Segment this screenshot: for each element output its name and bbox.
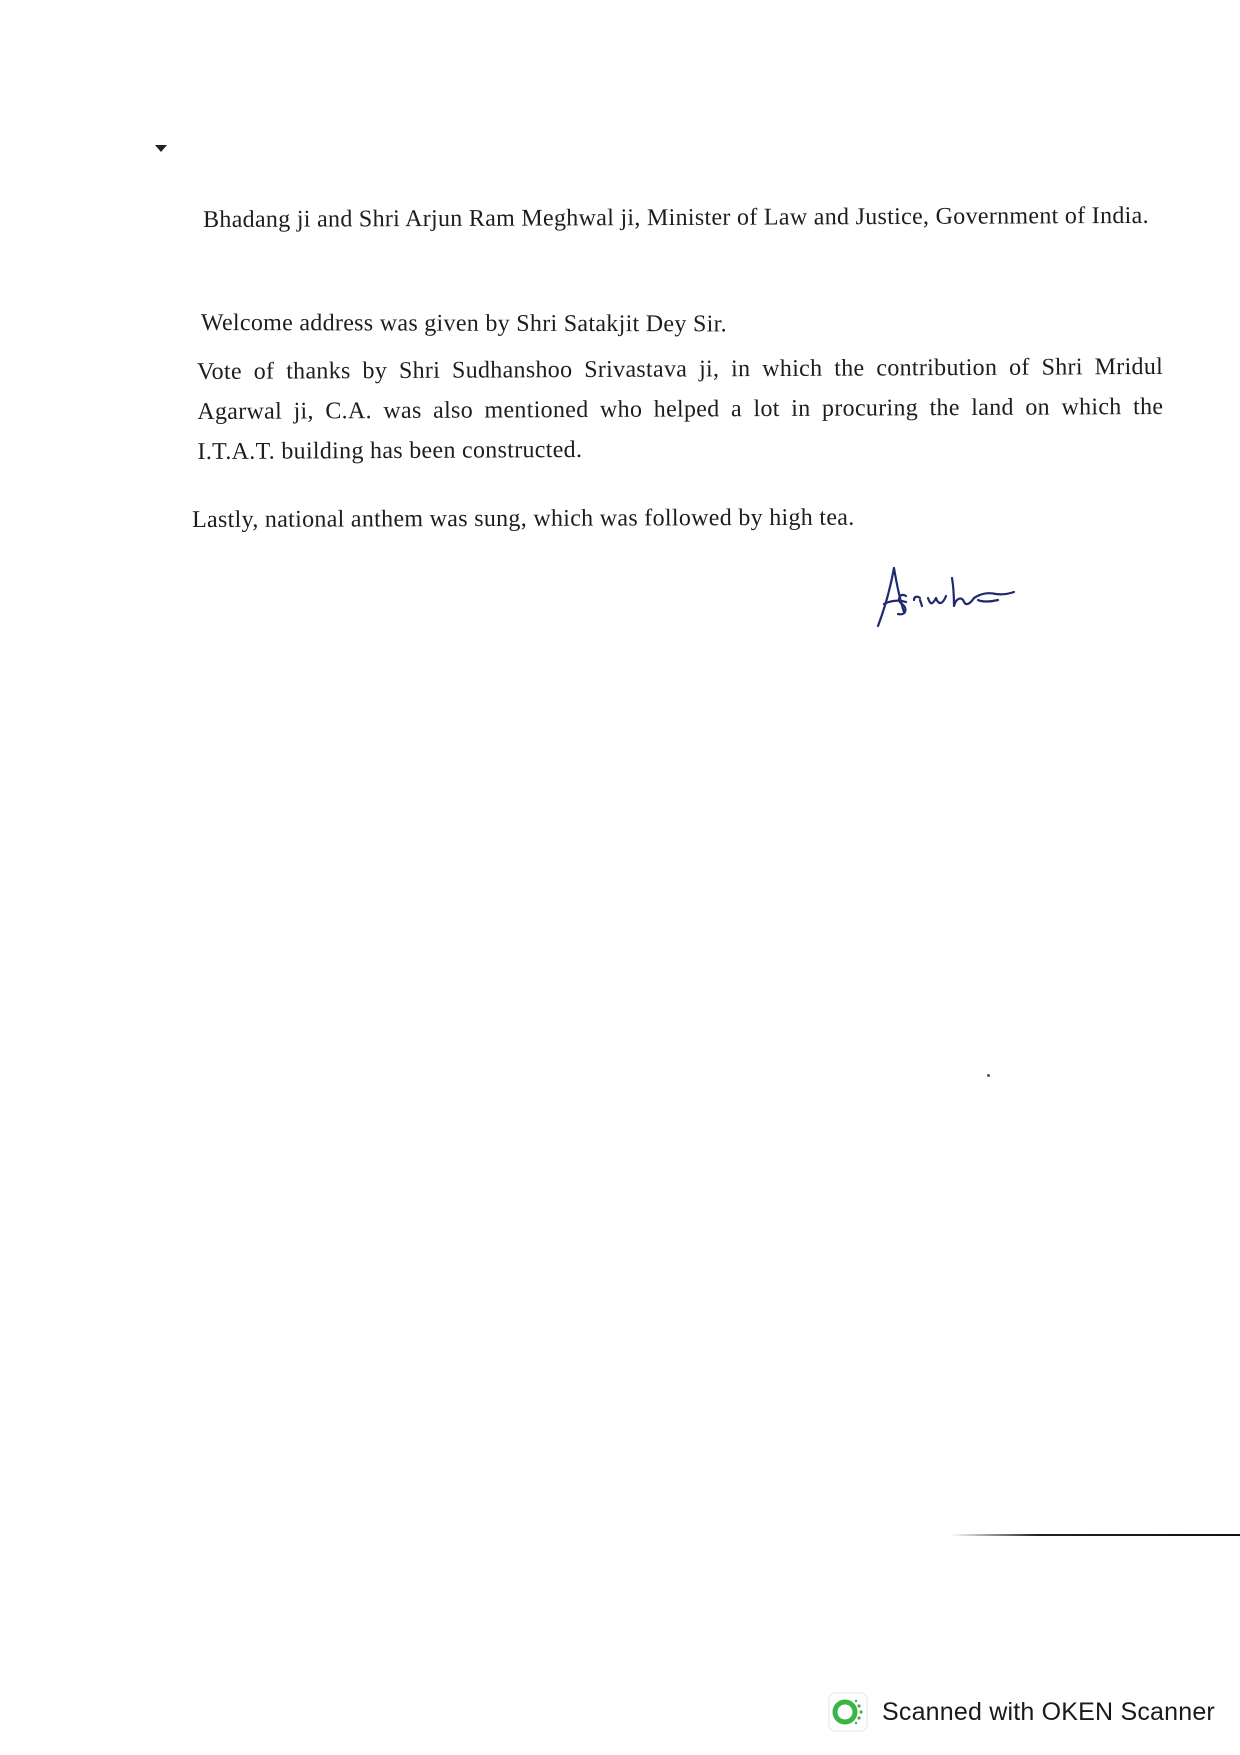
paragraph-ministers: Bhadang ji and Shri Arjun Ram Meghwal ji, Minister of Law and Justice, Government of India. (203, 202, 1149, 233)
oken-scanner-logo-icon (828, 1692, 868, 1732)
paragraph-vote-of-thanks: Vote of thanks by Shri Sudhanshoo Srivastava ji, in which the contribution of Shri Mridul Agarwal ji, C.A. was also mentioned who helped a lot in procuring the land on which the I.T.A.T. building has been constructed. (197, 353, 1164, 465)
horizontal-rule (950, 1534, 1240, 1536)
paragraph-welcome-address: Welcome address was given by Shri Satakjit Dey Sir. (200, 309, 727, 338)
scanner-watermark (828, 1690, 1215, 1734)
scanner-watermark-text: Scanned with OKEN Scanner (882, 1697, 1215, 1726)
paragraph-closing: Lastly, national anthem was sung, which was followed by high tea. (192, 504, 855, 533)
handwritten-signature (870, 560, 1020, 630)
dropdown-marker-icon (155, 145, 167, 152)
speck (987, 1074, 990, 1077)
